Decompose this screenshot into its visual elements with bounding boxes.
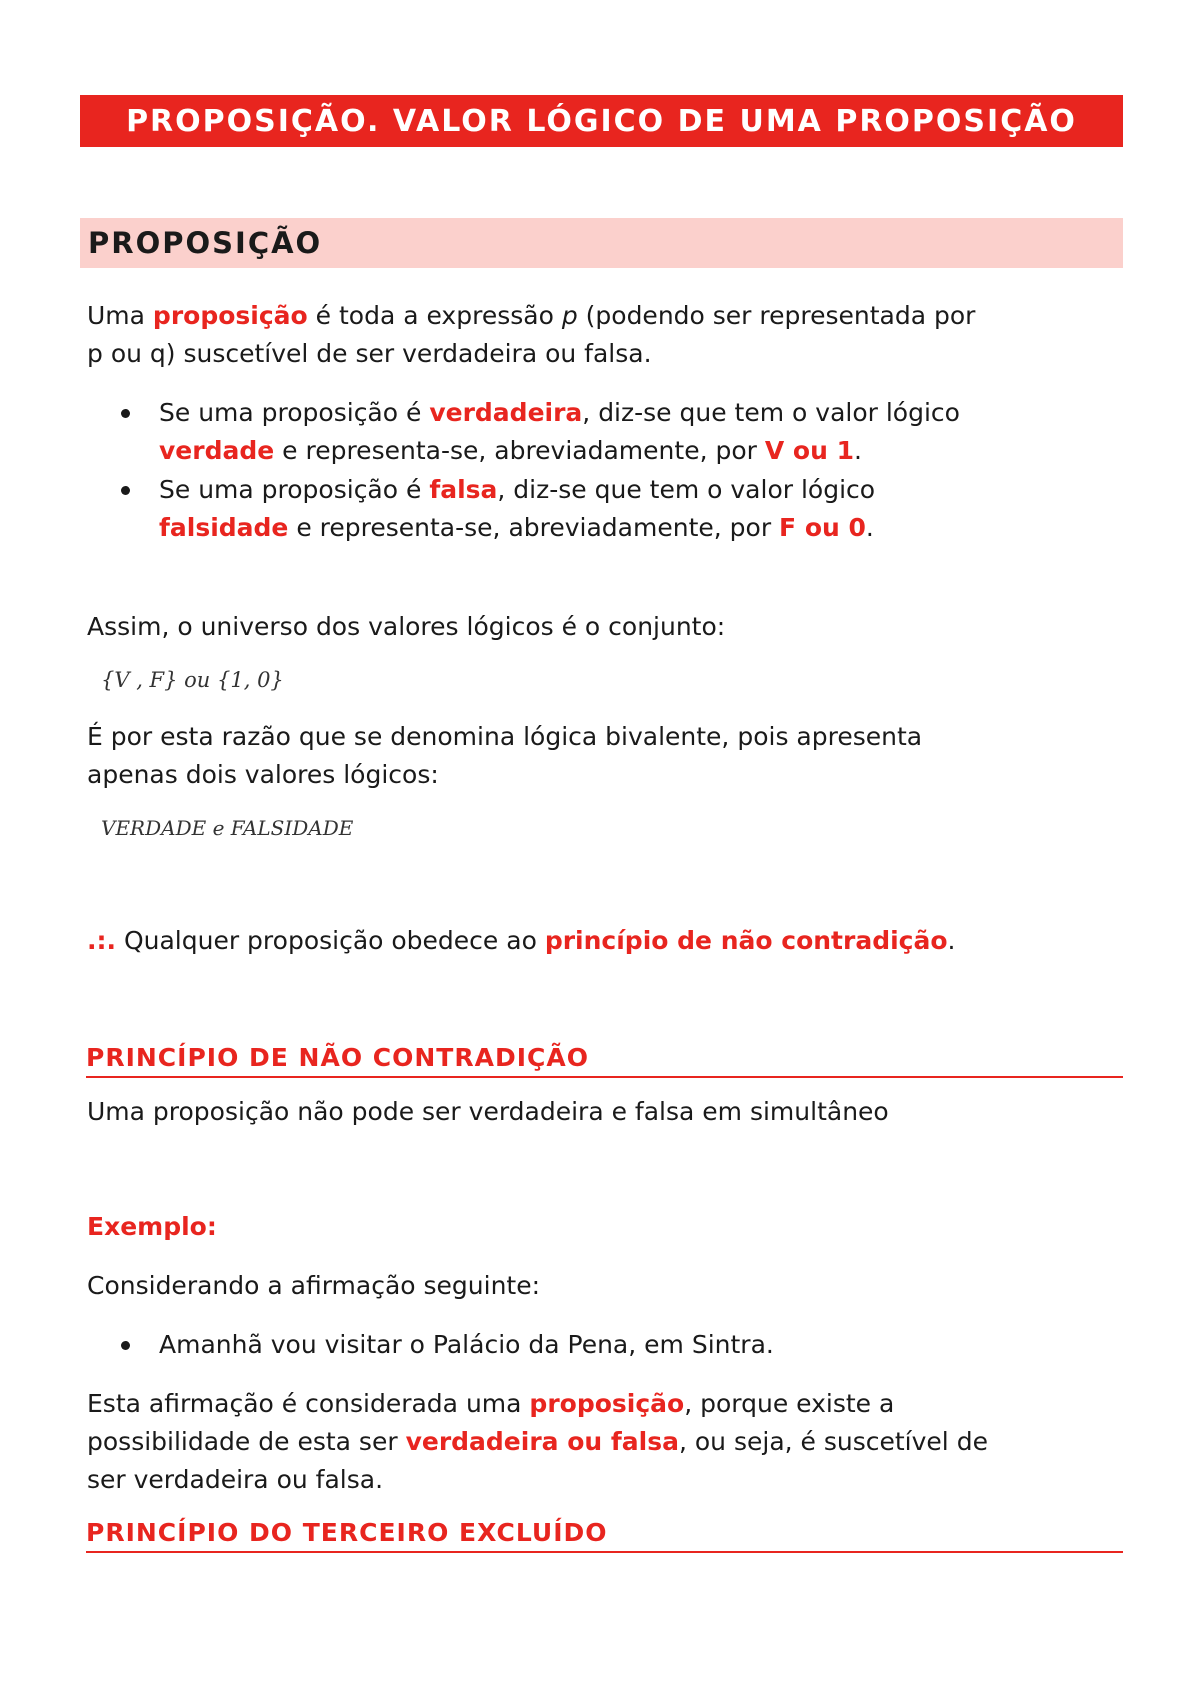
term-proposicao: proposição xyxy=(152,301,308,330)
page-title: PROPOSIÇÃO. VALOR LÓGICO DE UMA PROPOSIÇÃO xyxy=(80,95,1123,147)
bullet-dot xyxy=(121,1341,130,1350)
bivalent-formula: VERDADE e FALSIDADE xyxy=(101,816,354,840)
heading-terceiro-excluido: PRINCÍPIO DO TERCEIRO EXCLUÍDO xyxy=(86,1518,1123,1553)
heading-nao-contradicao: PRINCÍPIO DE NÃO CONTRADIÇÃO xyxy=(86,1043,1123,1078)
bullet-2-line-1: Se uma proposição é falsa, diz-se que tem o valor lógico xyxy=(159,475,876,504)
bullet-1-line-1: Se uma proposição é verdadeira, diz-se que tem o valor lógico xyxy=(159,398,960,427)
bivalent-line-1: É por esta razão que se denomina lógica bivalente, pois apresenta xyxy=(87,722,923,751)
section-heading-proposicao: PROPOSIÇÃO xyxy=(80,218,1123,268)
intro-line-1: Uma proposição é toda a expressão p (podendo ser representada por xyxy=(87,301,976,330)
example-bullet: Amanhã vou visitar o Palácio da Pena, em Sintra. xyxy=(159,1330,774,1359)
bivalent-line-2: apenas dois valores lógicos: xyxy=(87,760,439,789)
intro-line-2: p ou q) suscetível de ser verdadeira ou falsa. xyxy=(87,339,652,368)
universe-formula: {V , F} ou {1, 0} xyxy=(101,668,284,692)
universe-text: Assim, o universo dos valores lógicos é o conjunto: xyxy=(87,612,726,641)
therefore-symbol: .:. xyxy=(87,926,116,955)
bullet-dot xyxy=(121,486,130,495)
conclusion-line: .:. Qualquer proposição obedece ao princípio de não contradição. xyxy=(87,926,956,955)
example-intro: Considerando a afirmação seguinte: xyxy=(87,1271,541,1300)
example-label: Exemplo: xyxy=(87,1212,217,1241)
bullet-dot xyxy=(121,409,130,418)
example-line-1: Esta afirmação é considerada uma proposição, porque existe a xyxy=(87,1389,895,1418)
example-line-2: possibilidade de esta ser verdadeira ou falsa, ou seja, é suscetível de xyxy=(87,1427,988,1456)
bullet-1-line-2: verdade e representa-se, abreviadamente, por V ou 1. xyxy=(159,436,862,465)
nao-contradicao-text: Uma proposição não pode ser verdadeira e falsa em simultâneo xyxy=(87,1097,889,1126)
example-line-3: ser verdadeira ou falsa. xyxy=(87,1465,384,1494)
bullet-2-line-2: falsidade e representa-se, abreviadamente, por F ou 0. xyxy=(159,513,874,542)
